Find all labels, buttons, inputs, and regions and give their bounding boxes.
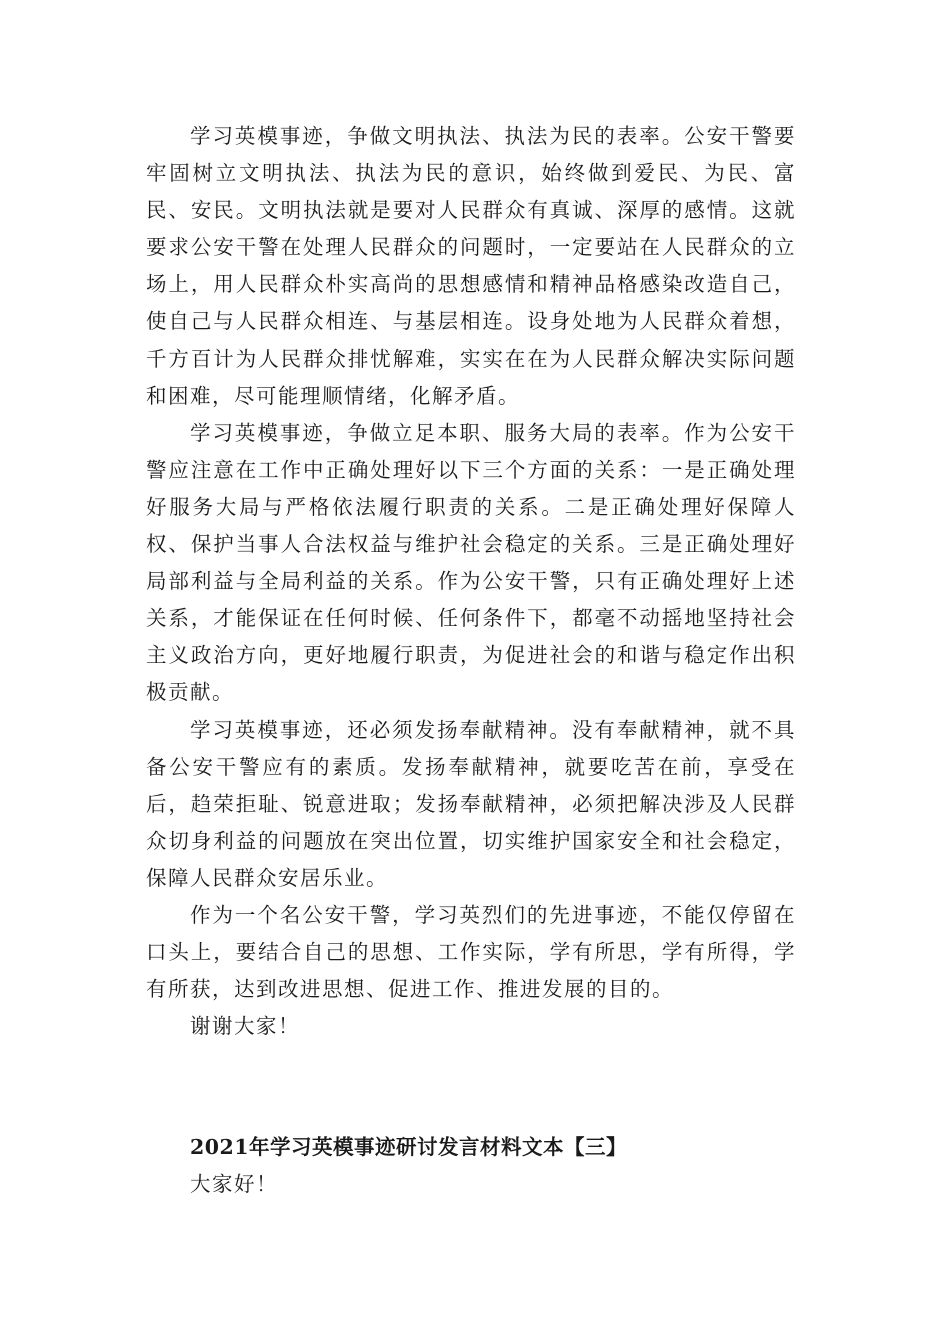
paragraph-1: 学习英模事迹，争做文明执法、执法为民的表率。公安干警要牢固树立文明执法、执法为民的意识，始终做到爱民、为民、富民、安民。文明执法就是要对人民群众有真诚、深厚的感情。这就要求公安干警在处理人民群众的问题时，一定要站在人民群众的立场上，用人民群众朴实高尚的思想感情和精神品格感染改造自己，使自己与人民群众相连、与基层相连。设身处地为人民群众着想，千方百计为人民群众排忧解难，实实在在为人民群众解决实际问题和困难，尽可能理顺情绪，化解矛盾。	[146, 124, 796, 408]
document-page	[146, 118, 796, 1204]
paragraph-4: 作为一个名公安干警，学习英烈们的先进事迹，不能仅停留在口头上，要结合自己的思想、工作实际，学有所思，学有所得，学有所获，达到改进思想、促进工作、推进发展的目的。	[146, 902, 796, 1002]
closing-thanks: 谢谢大家！	[190, 1014, 300, 1039]
paragraph-2: 学习英模事迹，争做立足本职、服务大局的表率。作为公安干警应注意在工作中正确处理好以下三个方面的关系：一是正确处理好服务大局与严格依法履行职责的关系。二是正确处理好保障人权、保护当事人合法权益与维护社会稳定的关系。三是正确处理好局部利益与全局利益的关系。作为公安干警，只有正确处理好上述关系，才能保证在任何时候、任何条件下，都毫不动摇地坚持社会主义政治方向，更好地履行职责，为促进社会的和谐与稳定作出积极贡献。	[146, 420, 796, 705]
section-title: 2021年学习英模事迹研讨发言材料文本【三】	[190, 1135, 628, 1160]
section-greeting: 大家好！	[190, 1172, 278, 1197]
paragraph-3: 学习英模事迹，还必须发扬奉献精神。没有奉献精神，就不具备公安干警应有的素质。发扬奉献精神，就要吃苦在前，享受在后，趋荣拒耻、锐意进取；发扬奉献精神，必须把解决涉及人民群众切身利益的问题放在突出位置，切实维护国家安全和社会稳定，保障人民群众安居乐业。	[146, 717, 796, 890]
section-spacer	[146, 1045, 796, 1129]
